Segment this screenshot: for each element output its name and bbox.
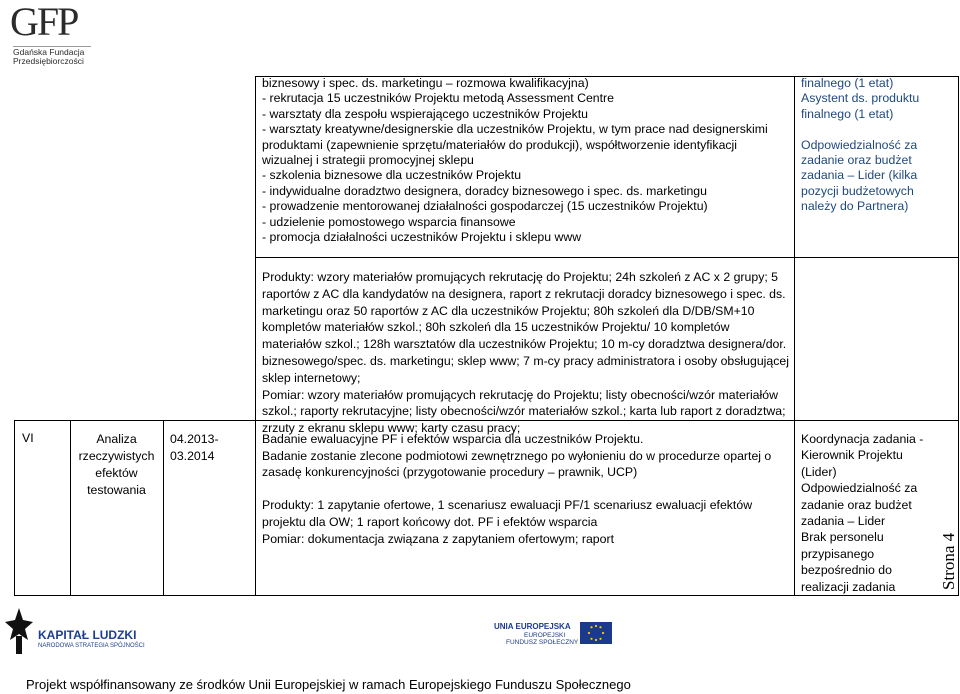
list-item: - warsztaty kreatywne/designerskie dla uczestników Projektu, w tym prace nad designerskimi [262,122,768,137]
table-divider [958,76,959,596]
list-item: - rekrutacja 15 uczestników Projektu metodą Assessment Centre [262,91,614,106]
task-name-line: testowania [87,483,146,497]
responsibility-line: Koordynacja zadania - [801,432,924,446]
task-name-line: efektów [95,466,138,480]
period-line: 03.2014 [170,449,215,463]
eu-fund-line1: EUROPEJSKI [524,632,566,639]
list-item: - szkolenia biznesowe dla uczestników Projektu [262,168,522,183]
responsibility-line: finalnego (1 etat) [801,76,894,90]
description-line: Badanie zostanie zlecone podmiotowi zewnętrznego po wyłonieniu do w procedurze opartej o [262,448,772,463]
list-item: - warsztaty dla zespołu wspierającego uczestników Projektu [262,106,589,121]
table-divider [14,595,959,596]
activities-list [262,76,768,245]
responsibility-line: zadania – Lider (kilka [801,168,918,183]
spacer [262,481,771,498]
products-line: Produkty: wzory materiałów promujących rekrutację do Projektu; 24h szkoleń z AC x 2 grupy; 5 [262,270,779,284]
list-item: - prowadzenie mentorowanej działalności gospodarczej (15 uczestników Projektu) [262,199,708,214]
eu-flag-icon [580,622,612,644]
responsibility-cell [801,76,919,215]
table-divider [14,420,15,596]
task-name [70,431,163,499]
list-item: biznesowy i spec. ds. marketingu – rozmowa kwalifikacyjna) [262,76,589,90]
responsibility-line: Odpowiedzialność za [801,481,918,496]
kapital-ludzki-star-icon [4,606,34,656]
responsibility-line: przypisanego [801,546,875,561]
row-number: VI [22,431,34,445]
table-divider [255,257,959,258]
responsibility-line: zadanie oraz budżet [801,497,912,512]
description-line: zasadę konkurencyjności (przygotowanie procedury – prawnik, UCP) [262,465,638,480]
table-divider [163,420,164,596]
task-responsibility [801,431,923,595]
products-line: Pomiar: wzory materiałów promujących rekrutację do Projektu; listy obecności/wzór materiałów [262,387,778,402]
list-item: - indywidualne doradztwo designera, doradcy biznesowego i spec. ds. marketingu [262,183,707,198]
products-line: szkol.; raporty rekrutacyjne; listy obecności/wzór materiałów szkol.; karta lub raport z doradztwa; [262,404,786,419]
description-line: projektu dla OW; 1 raport końcowy dot. PF i efektów wsparcia [262,514,598,529]
eu-logo [494,616,614,652]
page-number [937,528,957,592]
table-divider [255,76,256,596]
kapital-ludzki-logo [4,606,174,658]
gfp-logo [10,2,90,66]
gfp-logo-line2: Przedsiębiorczości [13,56,84,66]
gfp-logo-mark: GFP [10,0,78,44]
responsibility-line: zadania – Lider [801,514,886,529]
description-line: Produkty: 1 zapytanie ofertowe, 1 scenariusz ewaluacji PF/1 scenariusz ewaluacji efektów [262,498,753,513]
task-name-line: rzeczywistych [78,449,155,463]
products-cell [262,269,789,437]
description-line: Badanie ewaluacyjne PF i efektów wsparcia dla uczestników Projektu. [262,432,644,446]
responsibility-line: Brak personelu [801,530,884,545]
responsibility-line: finalnego (1 etat) [801,106,894,121]
responsibility-line: należy do Partnera) [801,199,909,214]
page-number-label: Strona 4 [939,532,958,590]
responsibility-line: Kierownik Projektu [801,448,903,463]
products-line: kompletów materiałów szkol.; 80h szkoleń dla 15 uczestników Projektu/ 10 kompletów [262,320,730,335]
period-line: 04.2013- [170,432,219,446]
kapital-ludzki-title: KAPITAŁ LUDZKI [38,628,137,642]
responsibility-line: Asystent ds. produktu [801,91,920,106]
responsibility-line: realizacji zadania [801,579,896,594]
eu-fund-line2: FUNDUSZ SPOŁECZNY [506,639,579,646]
products-line: raportów z AC dla kandydatów na designera, raport z rekrutacji doradcy biznesowego i spec. ds. [262,286,786,301]
products-line: materiałów szkol.; 128h warsztatów dla uczestników Projektu; 10 m-cy doradztwa designera/dor. [262,337,787,352]
products-line: zrzuty z ekranu sklepu www; karty czasu pracy; [262,421,521,436]
products-line: sklep internetowy; [262,370,361,385]
responsibility-line: (Lider) [801,464,837,479]
list-item: - udzielenie pomostowego wsparcia finansowe [262,214,516,229]
responsibility-line: zadanie oraz budżet [801,153,912,168]
responsibility-line: Odpowiedzialność za [801,137,918,152]
eu-title: UNIA EUROPEJSKA [494,622,571,631]
list-item: - promocja działalności uczestników Projektu i sklepu www [262,230,582,245]
description-line: Pomiar: dokumentacja związana z zapytaniem ofertowym; raport [262,531,614,546]
gfp-logo-line1: Gdańska Fundacja [13,47,85,57]
responsibility-line: pozycji budżetowych [801,183,914,198]
task-name-line: Analiza [96,432,137,446]
spacer [801,122,919,137]
list-item: wizualnej i strategii promocyjnej sklepu [262,153,474,168]
products-line: biznesowego/spec. ds. marketingu; sklep www; 7 m-cy pracy administratora i osoby obsługującej [262,353,789,368]
table-divider [794,76,795,596]
task-description [262,431,771,547]
task-period [170,431,219,465]
list-item: produktami (zapewnienie sprzętu/materiałów do produkcji), współtworzenie identyfikacji [262,137,738,152]
products-line: marketingu oraz 50 raportów z AC dla uczestników Projektu; 80h szkoleń dla D/DB/SM+10 [262,303,755,318]
tasks-table [0,76,960,596]
kapital-ludzki-subtitle: NARODOWA STRATEGIA SPÓJNOŚCI [38,643,145,649]
responsibility-line: bezpośrednio do [801,563,892,578]
cofinancing-note: Projekt współfinansowany ze środków Unii Europejskiej w ramach Europejskiego Funduszu Społecznego [26,677,631,692]
